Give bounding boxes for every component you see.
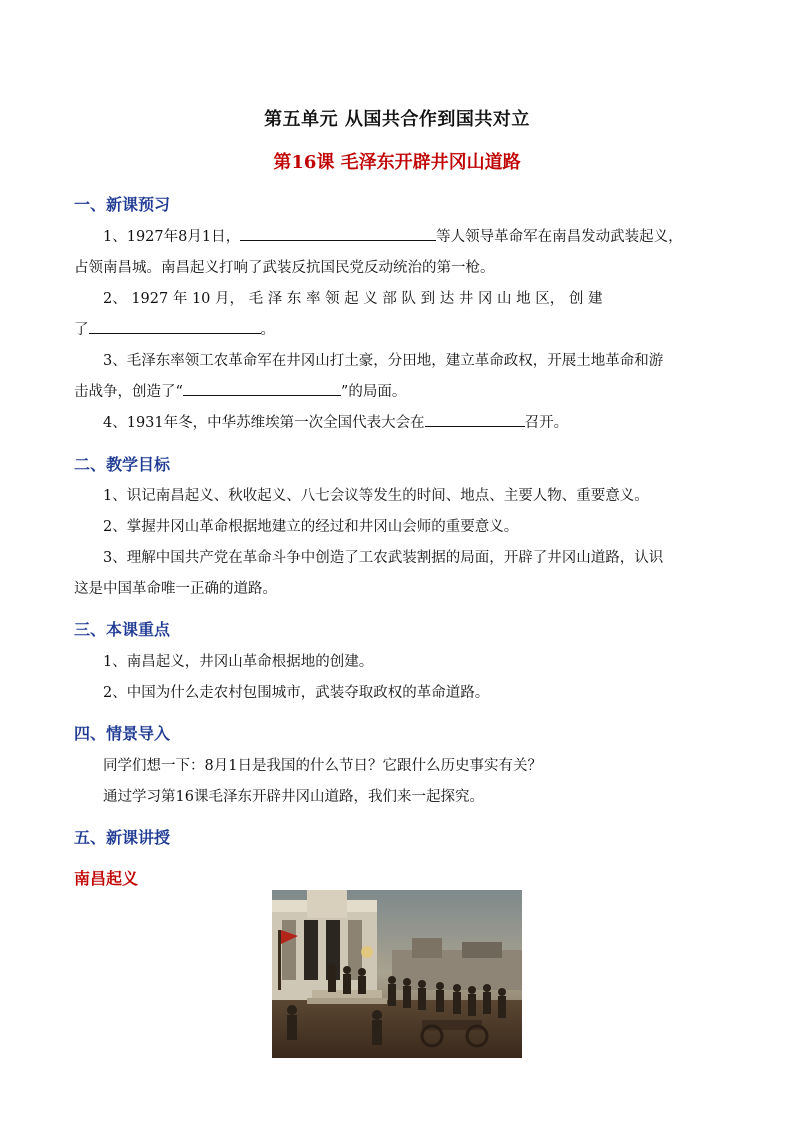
section-heading-lecture: 五、新课讲授 [74, 828, 171, 847]
preview-q3-line1: 3、毛泽东率领工农革命军在井冈山打土豪，分田地，建立革命政权，开展土地革命和游 [103, 353, 664, 369]
intro-line-1: 同学们想一下：8月1日是我国的什么节日？它跟什么历史事实有关？ [103, 758, 542, 774]
goals-item-1: 1、识记南昌起义、秋收起义、八七会议等发生的时间、地点、主要人物、重要意义。 [103, 488, 649, 504]
intro-line-2: 通过学习第16课毛泽东开辟井冈山道路，我们来一起探究。 [103, 789, 484, 805]
preview-q1-line2: 占领南昌城。南昌起义打响了武装反抗国民党反动统治的第一枪。 [74, 260, 495, 276]
preview-q2-line1: 2、 1927 年 10 月， 毛 泽 东 率 领 起 义 部 队 到 达 井 冈 山 地 区， 创 建 [103, 291, 603, 307]
goals-item-3-line2: 这是中国革命唯一正确的道路。 [74, 581, 277, 597]
preview-q2-suffix: 。 [260, 322, 275, 338]
preview-q1-part1: 1、1927年8月1日， [103, 229, 241, 245]
goals-item-3-line1: 3、理解中国共产党在革命斗争中创造了工农武装割据的局面，开辟了井冈山道路，认识 [103, 550, 664, 566]
section-heading-intro: 四、情景导入 [74, 724, 171, 743]
fill-blank-3[interactable] [183, 379, 341, 396]
subheading-nanchang-uprising: 南昌起义 [74, 869, 139, 888]
preview-q4-suffix: 召开。 [524, 415, 569, 431]
fill-blank-1[interactable] [240, 224, 436, 241]
unit-title: 第五单元 从国共合作到国共对立 [264, 109, 530, 130]
section-heading-goals: 二、教学目标 [74, 455, 171, 474]
lesson-title: 第16课 毛泽东开辟井冈山道路 [273, 152, 521, 173]
preview-q3-suffix: ”的局面。 [340, 384, 407, 400]
section-heading-keypoints: 三、本课重点 [74, 620, 171, 639]
fill-blank-2[interactable] [89, 317, 261, 334]
section-heading-preview: 一、新课预习 [74, 195, 171, 214]
keypoints-item-2: 2、中国为什么走农村包围城市，武装夺取政权的革命道路。 [103, 685, 490, 701]
preview-q3-line2 [74, 377, 724, 408]
preview-q1-part2: 等人领导革命军在南昌发动武装起义， [436, 229, 683, 245]
preview-q4-prefix: 4、1931年冬，中华苏维埃第一次全国代表大会在 [103, 415, 425, 431]
preview-q1 [74, 222, 724, 253]
painting-image [272, 890, 522, 1058]
preview-q4 [74, 408, 724, 439]
goals-item-2: 2、掌握井冈山革命根据地建立的经过和井冈山会师的重要意义。 [103, 519, 519, 535]
preview-q3-prefix: 击战争，创造了“ [74, 384, 183, 400]
keypoints-item-1: 1、南昌起义，井冈山革命根据地的创建。 [103, 654, 374, 670]
fill-blank-4[interactable] [425, 410, 525, 427]
preview-q2-prefix: 了 [74, 322, 89, 338]
preview-q2-line2 [74, 315, 724, 346]
